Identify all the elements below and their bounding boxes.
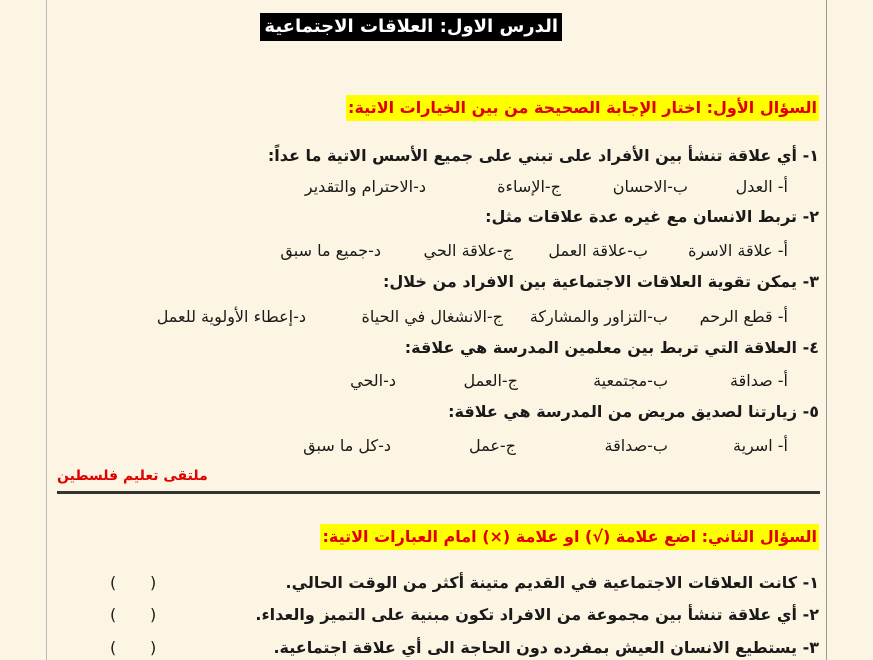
question-4-options bbox=[48, 370, 788, 392]
question-4-option-b: ب-مجتمعية bbox=[593, 371, 668, 390]
question-5: ٥- زيارتنا لصديق مريض من المدرسة هي علاقة: bbox=[448, 402, 819, 421]
question-1-option-d: د-الاحترام والتقدير bbox=[304, 177, 426, 196]
section1-heading: السؤال الأول: اختار الإجابة الصحيحة من بين الخيارات الاتية: bbox=[346, 95, 819, 121]
question-2-option-a: أ- علاقة الاسرة bbox=[688, 241, 788, 260]
question-5-option-b: ب-صداقة bbox=[604, 436, 668, 455]
question-4-option-d: د-الحي bbox=[350, 371, 396, 390]
question-3-options bbox=[48, 306, 788, 328]
question-2-options bbox=[48, 240, 788, 262]
section2-heading: السؤال الثاني: اضع علامة (√) او علامة (×) امام العبارات الاتية: bbox=[320, 524, 819, 550]
question-4-option-a: أ- صداقة bbox=[730, 371, 788, 390]
statement-3: ٣- يستطيع الانسان العيش بمفرده دون الحاجة الى أي علاقة اجتماعية. bbox=[273, 638, 819, 657]
statement-1: ١- كانت العلاقات الاجتماعية في القديم متينة أكثر من الوقت الحالي. bbox=[285, 573, 819, 592]
answer-paren-close-2: ) bbox=[110, 605, 117, 624]
question-1-option-a: أ- العدل bbox=[735, 177, 788, 196]
question-5-option-c: ج-عمل bbox=[468, 436, 516, 455]
question-5-options bbox=[48, 435, 788, 457]
answer-paren-open-2: ( bbox=[150, 605, 157, 624]
question-4: ٤- العلاقة التي تربط بين معلمين المدرسة هي علاقة: bbox=[404, 338, 819, 357]
question-3-option-b: ب-التزاور والمشاركة bbox=[529, 307, 668, 326]
question-5-option-d: د-كل ما سبق bbox=[303, 436, 391, 455]
question-3-option-d: د-إعطاء الأولوية للعمل bbox=[156, 307, 306, 326]
question-1-options bbox=[48, 176, 788, 198]
answer-paren-close-3: ) bbox=[110, 638, 117, 657]
question-3-option-c: ج-الانشغال في الحياة bbox=[361, 307, 503, 326]
answer-paren-open-1: ( bbox=[150, 573, 157, 592]
question-4-option-c: ج-العمل bbox=[463, 371, 518, 390]
question-2-option-d: د-جميع ما سبق bbox=[280, 241, 381, 260]
answer-paren-close-1: ) bbox=[110, 573, 117, 592]
question-2-option-c: ج-علاقة الحي bbox=[423, 241, 513, 260]
question-1-option-b: ب-الاحسان bbox=[612, 177, 688, 196]
question-5-option-a: أ- اسرية bbox=[732, 436, 788, 455]
question-1-option-c: ج-الإساءة bbox=[497, 177, 561, 196]
answer-paren-open-3: ( bbox=[150, 638, 157, 657]
statement-2: ٢- أي علاقة تنشأ بين مجموعة من الافراد تكون مبنية على التميز والعداء. bbox=[255, 605, 819, 624]
page-border-left bbox=[46, 0, 47, 660]
statement-row-1 bbox=[53, 571, 819, 595]
question-2-option-b: ب-علاقة العمل bbox=[548, 241, 648, 260]
section-divider bbox=[57, 491, 820, 494]
page-border-right bbox=[826, 0, 827, 660]
question-1: ١- أي علاقة تنشأ بين الأفراد على تبني على جميع الأسس الاتية ما عداً: bbox=[267, 146, 819, 165]
lesson-title: الدرس الاول: العلاقات الاجتماعية bbox=[260, 13, 562, 41]
question-3: ٣- يمكن تقوية العلاقات الاجتماعية بين الافراد من خلال: bbox=[383, 272, 819, 291]
question-3-option-a: أ- قطع الرحم bbox=[699, 307, 788, 326]
statement-row-3 bbox=[53, 636, 819, 660]
question-2: ٢- تربط الانسان مع غيره عدة علاقات مثل: bbox=[485, 207, 819, 226]
brand-watermark: ملتقى تعليم فلسطين bbox=[57, 468, 208, 484]
statement-row-2 bbox=[53, 603, 819, 627]
